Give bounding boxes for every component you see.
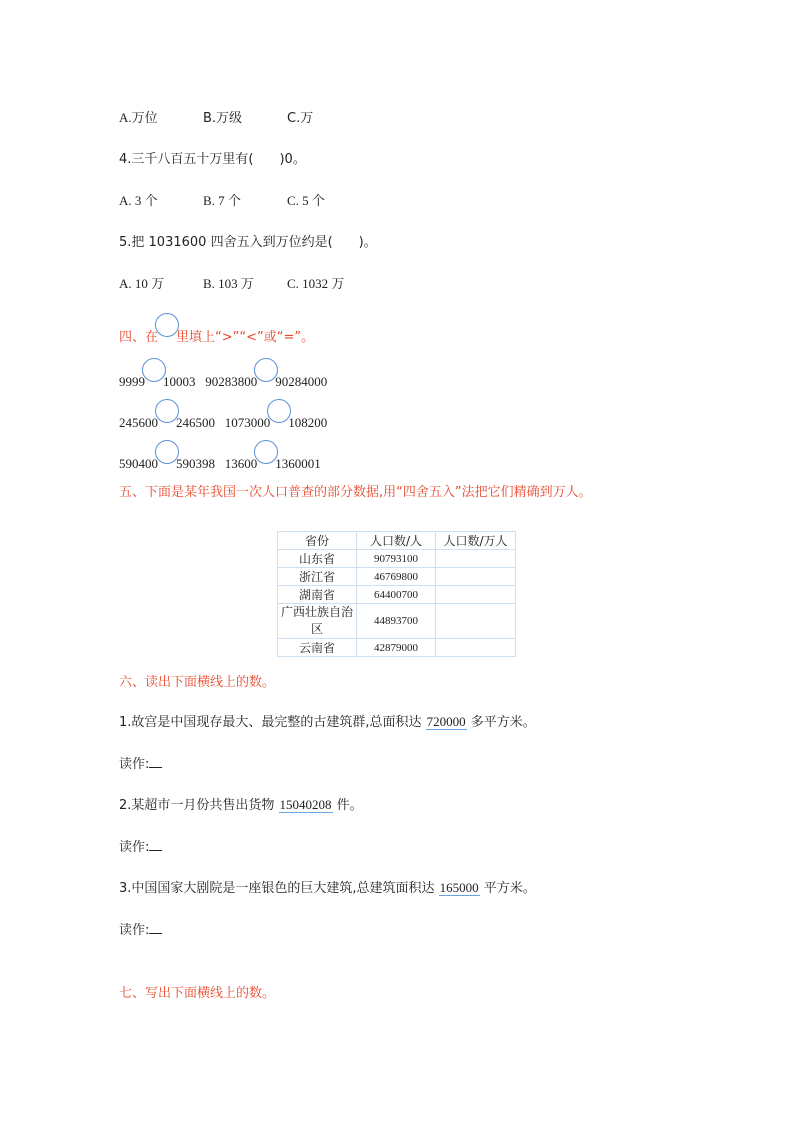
read-answer: 读作: <box>119 838 162 857</box>
section-6-question-1: 1.故宫是中国现存最大、最完整的古建筑群,总面积达 720000 多平方米。 <box>119 714 536 730</box>
option-a: A. 10 万 <box>119 276 165 291</box>
population-cell: 44893700 <box>357 604 436 639</box>
question-5: 5.把 1031600 四舍五入到万位约是( )。 <box>119 235 377 250</box>
compare-circle[interactable] <box>155 399 179 423</box>
section-6-question-2: 2.某超市一月份共售出货物 15040208 件。 <box>119 797 363 813</box>
answer-blank[interactable] <box>149 921 162 934</box>
compare-row: 9999 10003 90283800 90284000 <box>119 364 327 391</box>
compare-row: 590400 590398 13600 1360001 <box>119 446 321 473</box>
section-5-title: 五、下面是某年我国一次人口普查的部分数据,用“四舍五入”法把它们精确到万人。 <box>119 485 592 500</box>
column-header: 省份 <box>278 532 357 550</box>
underlined-number: 165000 <box>439 880 479 895</box>
section-7-title: 七、写出下面横线上的数。 <box>119 986 276 1001</box>
section-6-question-3: 3.中国国家大剧院是一座银色的巨大建筑,总建筑面积达 165000 平方米。 <box>119 880 536 896</box>
province-cell: 广西壮族自治区 <box>278 604 357 639</box>
province-cell: 浙江省 <box>278 568 357 586</box>
population-cell: 90793100 <box>357 550 436 568</box>
population-cell: 42879000 <box>357 639 436 657</box>
table-row <box>278 586 516 604</box>
answer-cell[interactable] <box>436 568 516 586</box>
column-header: 人口数/人 <box>357 532 436 550</box>
population-cell: 46769800 <box>357 568 436 586</box>
province-cell: 山东省 <box>278 550 357 568</box>
option-a: A. 3 个 <box>119 193 158 208</box>
underlined-number: 720000 <box>426 714 466 729</box>
q5-options <box>119 275 344 293</box>
table-row <box>278 604 516 639</box>
compare-circle[interactable] <box>155 440 179 464</box>
option-b: B. 103 万 <box>203 276 254 291</box>
underlined-number: 15040208 <box>279 797 332 812</box>
option-b: B. 7 个 <box>203 193 241 208</box>
population-cell: 64400700 <box>357 586 436 604</box>
answer-cell[interactable] <box>436 604 516 639</box>
option-c: C.万 <box>287 111 314 126</box>
table-row <box>278 550 516 568</box>
answer-blank[interactable] <box>149 838 162 851</box>
population-table <box>277 531 516 657</box>
province-cell: 湖南省 <box>278 586 357 604</box>
column-header: 人口数/万人 <box>436 532 516 550</box>
q4-options <box>119 192 325 210</box>
answer-blank[interactable] <box>149 755 162 768</box>
compare-row: 245600 246500 1073000 108200 <box>119 405 327 432</box>
q3-options <box>119 109 313 128</box>
answer-cell[interactable] <box>436 586 516 604</box>
table-row <box>278 639 516 657</box>
option-b: B.万级 <box>203 111 243 126</box>
compare-circle[interactable] <box>142 358 166 382</box>
answer-cell[interactable] <box>436 550 516 568</box>
answer-cell[interactable] <box>436 639 516 657</box>
read-answer: 读作: <box>119 755 162 774</box>
table-header-row <box>278 532 516 550</box>
section-4-title: 四、在 里填上“>”“<”或“=”。 <box>119 319 314 347</box>
question-4: 4.三千八百五十万里有( )0。 <box>119 152 306 167</box>
option-c: C. 1032 万 <box>287 276 345 291</box>
read-answer: 读作: <box>119 921 162 940</box>
option-a: A.万位 <box>119 110 158 125</box>
table-row <box>278 568 516 586</box>
comparison-circle <box>155 313 179 337</box>
option-c: C. 5 个 <box>287 193 325 208</box>
section-6-title: 六、读出下面横线上的数。 <box>119 675 276 690</box>
province-cell: 云南省 <box>278 639 357 657</box>
